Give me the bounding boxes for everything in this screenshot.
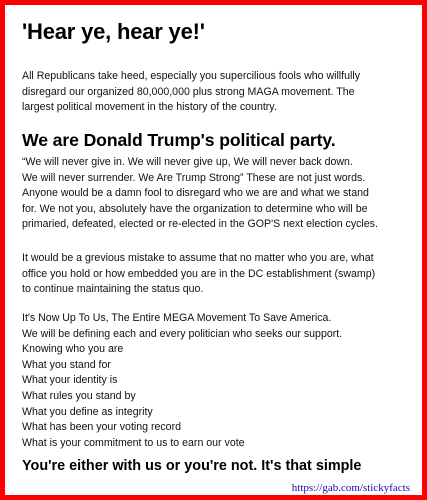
- list-item: What your identity is: [22, 374, 118, 387]
- list-item: What rules you stand by: [22, 389, 136, 402]
- source-link[interactable]: https://gab.com/stickyfacts: [291, 482, 410, 494]
- list-item: What has been your voting record: [22, 421, 181, 434]
- text-line: disregard our organized 80,000,000 plus strong MAGA movement. The: [22, 85, 355, 98]
- headline: 'Hear ye, hear ye!': [22, 19, 205, 44]
- paragraph-list: [22, 311, 342, 451]
- list-item: What you stand for: [22, 358, 111, 371]
- text-line: We will never surrender. We Are Trump Strong” These are not just words.: [22, 171, 366, 184]
- list-item: What is your commitment to us to earn our vote: [22, 436, 245, 449]
- list-item: What you define as integrity: [22, 405, 153, 418]
- text-line: It would be a grevious mistake to assume that no matter who you are, what: [22, 252, 374, 264]
- text-line: “We will never give in. We will never give up, We will never back down.: [22, 156, 353, 168]
- text-line: to continue maintaining the status quo.: [22, 283, 204, 296]
- party-heading: We are Donald Trump's political party.: [22, 130, 336, 150]
- text-line: Anyone would be a damn fool to disregard who we are and what we stand: [22, 187, 369, 200]
- text-line: All Republicans take heed, especially you supercilious fools who willfully: [22, 70, 360, 82]
- list-item: Knowing who you are: [22, 343, 124, 356]
- text-line: It's Now Up To Us, The Entire MEGA Movement To Save America.: [22, 312, 332, 324]
- text-line: office you hold or how embedded you are in the DC establishment (swamp): [22, 267, 376, 280]
- text-line: largest political movement in the history of the country.: [22, 101, 277, 114]
- closing-statement: You're either with us or you're not. It's that simple: [22, 458, 362, 474]
- paragraph-warning: [22, 69, 360, 116]
- text-line: We will be defining each and every politician who seeks our support.: [22, 327, 343, 340]
- paragraph-pledge: [22, 155, 378, 233]
- paragraph-mistake: [22, 251, 375, 298]
- text-line: primaried, defeated, elected or re-elected in the GOP'S next election cycles.: [22, 218, 378, 231]
- text-line: for. We not you, absolutely have the organization to determine who will be: [22, 202, 368, 215]
